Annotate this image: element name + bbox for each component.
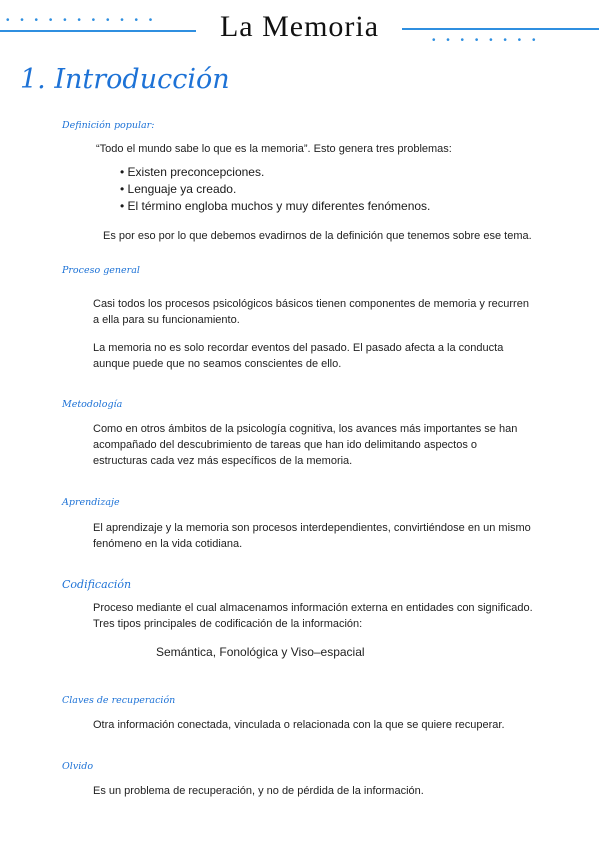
title-dots-right: • • • • • • • • xyxy=(432,35,540,46)
subheading-metodologia: Metodología xyxy=(62,399,123,410)
metodologia-line2: acompañado del descubrimiento de tareas que han ido delimitando aspectos o xyxy=(93,439,478,451)
list-item: • Existen preconcepciones. xyxy=(120,164,430,181)
codificacion-line1: Proceso mediante el cual almacenamos información externa en entidades con significado. xyxy=(93,602,533,614)
proceso-p1-line2: a ella para su funcionamiento. xyxy=(93,314,240,326)
subheading-claves: Claves de recuperación xyxy=(62,695,176,706)
aprendizaje-line1: El aprendizaje y la memoria son procesos interdependientes, convirtiéndose en un mismo xyxy=(93,522,531,534)
section-heading: 1. Introducción xyxy=(20,64,230,95)
definition-conclusion: Es por eso por lo que debemos evadirnos de la definición que tenemos sobre ese tema. xyxy=(103,230,532,242)
page-title: La Memoria xyxy=(219,10,380,43)
subheading-codificacion: Codificación xyxy=(62,578,132,591)
subheading-proceso: Proceso general xyxy=(62,265,140,276)
problem-list xyxy=(120,164,430,215)
proceso-p2-line1: La memoria no es solo recordar eventos del pasado. El pasado afecta a la conducta xyxy=(93,342,504,354)
subheading-definicion: Definición popular: xyxy=(62,120,155,131)
title-dots-left: • • • • • • • • • • • xyxy=(6,15,157,26)
metodologia-line1: Como en otros ámbitos de la psicología cognitiva, los avances más importantes se han xyxy=(93,423,518,435)
codificacion-line2: Tres tipos principales de codificación de la información: xyxy=(93,618,363,630)
title-banner xyxy=(0,0,599,58)
olvido-line1: Es un problema de recuperación, y no de pérdida de la información. xyxy=(93,785,424,797)
list-item: • El término engloba muchos y muy diferentes fenómenos. xyxy=(120,198,430,215)
proceso-p2-line2: aunque puede que no seamos conscientes de ello. xyxy=(93,358,342,370)
claves-line1: Otra información conectada, vinculada o relacionada con la que se quiere recuperar. xyxy=(93,719,505,731)
proceso-p1-line1: Casi todos los procesos psicológicos básicos tienen componentes de memoria y recurren xyxy=(93,298,529,310)
definition-quote: “Todo el mundo sabe lo que es la memoria”. Esto genera tres problemas: xyxy=(96,143,452,155)
aprendizaje-line2: fenómeno en la vida cotidiana. xyxy=(93,538,243,550)
title-line-right xyxy=(402,28,599,30)
codificacion-types: Semántica, Fonológica y Viso–espacial xyxy=(156,645,365,659)
list-item: • Lenguaje ya creado. xyxy=(120,181,430,198)
metodologia-line3: estructuras cada vez más específicos de la memoria. xyxy=(93,455,353,467)
subheading-olvido: Olvido xyxy=(62,761,94,772)
subheading-aprendizaje: Aprendizaje xyxy=(62,497,120,508)
